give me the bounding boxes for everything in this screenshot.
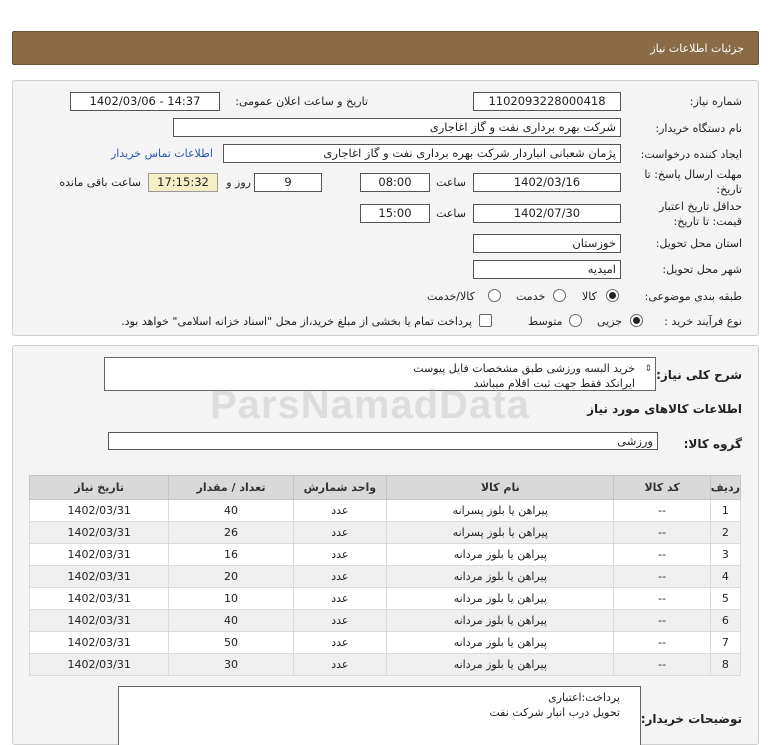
cell-item-name: پیراهن یا بلوز مردانه [387, 610, 614, 632]
cell-need-date: 1402/03/31 [30, 610, 169, 632]
cell-item-name: پیراهن یا بلوز مردانه [387, 588, 614, 610]
page-header [12, 31, 759, 65]
deadline-label-date: تاریخ: [716, 183, 742, 196]
treasury-payment-checkbox[interactable] [479, 314, 492, 327]
table-row [30, 522, 741, 544]
cell-item-code: -- [614, 522, 710, 544]
days-remaining-field[interactable]: 9 [254, 173, 322, 192]
city-field[interactable]: امیدیه [473, 260, 621, 279]
cell-item-name: پیراهن یا بلوز مردانه [387, 544, 614, 566]
category-goods-service-label: کالا/خدمت [427, 290, 475, 303]
buyer-org-label: نام دستگاه خریدار: [655, 122, 742, 135]
cell-unit: عدد [293, 500, 387, 522]
cell-need-date: 1402/03/31 [30, 522, 169, 544]
cell-quantity: 50 [169, 632, 293, 654]
announce-datetime-field[interactable]: 1402/03/06 - 14:37 [70, 92, 220, 111]
validity-label: حداقل تاریخ اعتبار [658, 200, 742, 213]
description-label: شرح کلی نیاز: [656, 368, 742, 382]
city-label: شهر محل تحویل: [662, 263, 742, 276]
cell-row-number: 8 [710, 654, 740, 676]
category-goods-radio[interactable] [606, 289, 619, 302]
deadline-date-field[interactable]: 1402/03/16 [473, 173, 621, 192]
cell-quantity: 40 [169, 610, 293, 632]
table-row [30, 588, 741, 610]
buyer-notes-textarea[interactable] [118, 686, 641, 745]
category-service-radio[interactable] [553, 289, 566, 302]
col-header-unit: واحد شمارش [293, 476, 387, 500]
scroll-arrows-icon: ⇕ [644, 364, 652, 374]
goods-section-title: اطلاعات کالاهای مورد نیاز [587, 402, 742, 416]
cell-row-number: 7 [710, 632, 740, 654]
buyer-notes-line-2: تحویل درب انبار شرکت نفت [489, 706, 620, 719]
table-row [30, 566, 741, 588]
cell-unit: عدد [293, 544, 387, 566]
cell-need-date: 1402/03/31 [30, 500, 169, 522]
cell-row-number: 1 [710, 500, 740, 522]
cell-need-date: 1402/03/31 [30, 588, 169, 610]
need-number-field[interactable]: 1102093228000418 [473, 92, 621, 111]
remaining-time-field: 17:15:32 [148, 173, 218, 192]
process-partial-radio[interactable] [630, 314, 643, 327]
cell-item-name: پیراهن یا بلوز مردانه [387, 632, 614, 654]
watermark: ParsNamadData [210, 383, 530, 427]
cell-unit: عدد [293, 522, 387, 544]
description-line-2: ایرانکد فقط جهت ثبت اقلام میباشد [473, 377, 635, 390]
cell-quantity: 30 [169, 654, 293, 676]
cell-need-date: 1402/03/31 [30, 566, 169, 588]
buyer-notes-line-1: پرداخت:اعتباری [548, 691, 620, 704]
cell-item-name: پیراهن یا بلوز مردانه [387, 654, 614, 676]
need-number-label: شماره نیاز: [689, 95, 742, 108]
process-partial-label: جزیی [597, 315, 623, 328]
requester-label: ایجاد کننده درخواست: [640, 148, 742, 161]
cell-need-date: 1402/03/31 [30, 544, 169, 566]
process-medium-label: متوسط [528, 315, 563, 328]
col-header-code: کد کالا [614, 476, 710, 500]
days-label: روز و [226, 176, 251, 189]
treasury-payment-label: پرداخت تمام یا بخشی از مبلغ خرید،از محل "اسناد خزانه اسلامی" خواهد بود. [121, 315, 472, 328]
cell-need-date: 1402/03/31 [30, 654, 169, 676]
table-row [30, 632, 741, 654]
cell-item-code: -- [614, 566, 710, 588]
validity-time-label: ساعت [436, 207, 466, 220]
announce-label: تاریخ و ساعت اعلان عمومی: [235, 95, 368, 108]
cell-unit: عدد [293, 610, 387, 632]
table-row [30, 654, 741, 676]
category-goods-label: کالا [582, 290, 597, 303]
table-row [30, 610, 741, 632]
category-goods-service-radio[interactable] [488, 289, 501, 302]
cell-quantity: 40 [169, 500, 293, 522]
deadline-time-field[interactable]: 08:00 [360, 173, 430, 192]
cell-item-name: پیراهن یا بلوز پسرانه [387, 522, 614, 544]
description-line-1: خرید البسه ورزشی طبق مشخصات فایل پیوست [413, 362, 635, 375]
validity-label-date: قیمت: تا تاریخ: [673, 215, 742, 228]
cell-item-code: -- [614, 588, 710, 610]
cell-quantity: 16 [169, 544, 293, 566]
cell-quantity: 10 [169, 588, 293, 610]
process-label: نوع فرآیند خرید : [664, 315, 742, 328]
cell-row-number: 4 [710, 566, 740, 588]
category-label: طبقه بندی موضوعی: [644, 290, 742, 303]
process-medium-radio[interactable] [569, 314, 582, 327]
validity-date-field[interactable]: 1402/07/30 [473, 204, 621, 223]
cell-item-code: -- [614, 500, 710, 522]
cell-item-code: -- [614, 610, 710, 632]
cell-quantity: 26 [169, 522, 293, 544]
remaining-time-label: ساعت باقی مانده [59, 176, 141, 189]
validity-time-field[interactable]: 15:00 [360, 204, 430, 223]
cell-item-code: -- [614, 654, 710, 676]
cell-item-code: -- [614, 632, 710, 654]
cell-unit: عدد [293, 654, 387, 676]
province-field[interactable]: خوزستان [473, 234, 621, 253]
table-row [30, 500, 741, 522]
cell-item-name: پیراهن یا بلوز مردانه [387, 566, 614, 588]
buyer-contact-link[interactable]: اطلاعات تماس خریدار [111, 147, 213, 160]
cell-row-number: 5 [710, 588, 740, 610]
page-title: جزئیات اطلاعات نیاز [650, 42, 744, 55]
cell-unit: عدد [293, 632, 387, 654]
category-service-label: خدمت [516, 290, 546, 303]
buyer-org-field[interactable]: شرکت بهره برداری نفت و گاز اغاجاری [173, 118, 621, 137]
cell-row-number: 6 [710, 610, 740, 632]
cell-item-code: -- [614, 544, 710, 566]
cell-item-name: پیراهن یا بلوز پسرانه [387, 500, 614, 522]
cell-unit: عدد [293, 566, 387, 588]
table-row [30, 544, 741, 566]
deadline-time-label: ساعت [436, 176, 466, 189]
col-header-row: ردیف [710, 476, 740, 500]
goods-group-label: گروه کالا: [683, 437, 742, 451]
province-label: استان محل تحویل: [655, 237, 742, 250]
cell-row-number: 3 [710, 544, 740, 566]
col-header-name: نام کالا [387, 476, 614, 500]
cell-quantity: 20 [169, 566, 293, 588]
goods-group-field[interactable]: ورزشی [108, 432, 658, 450]
col-header-quantity: تعداد / مقدار [169, 476, 293, 500]
items-table-header [30, 476, 741, 500]
items-table [29, 475, 741, 676]
buyer-notes-label: توضیحات خریدار: [640, 712, 742, 726]
cell-row-number: 2 [710, 522, 740, 544]
cell-unit: عدد [293, 588, 387, 610]
cell-need-date: 1402/03/31 [30, 632, 169, 654]
requester-field[interactable]: پژمان شعبانی انباردار شرکت بهره برداری نفت و گاز اغاجاری [223, 144, 621, 163]
deadline-label: مهلت ارسال پاسخ: تا [644, 168, 742, 181]
col-header-date: تاریخ نیاز [30, 476, 169, 500]
